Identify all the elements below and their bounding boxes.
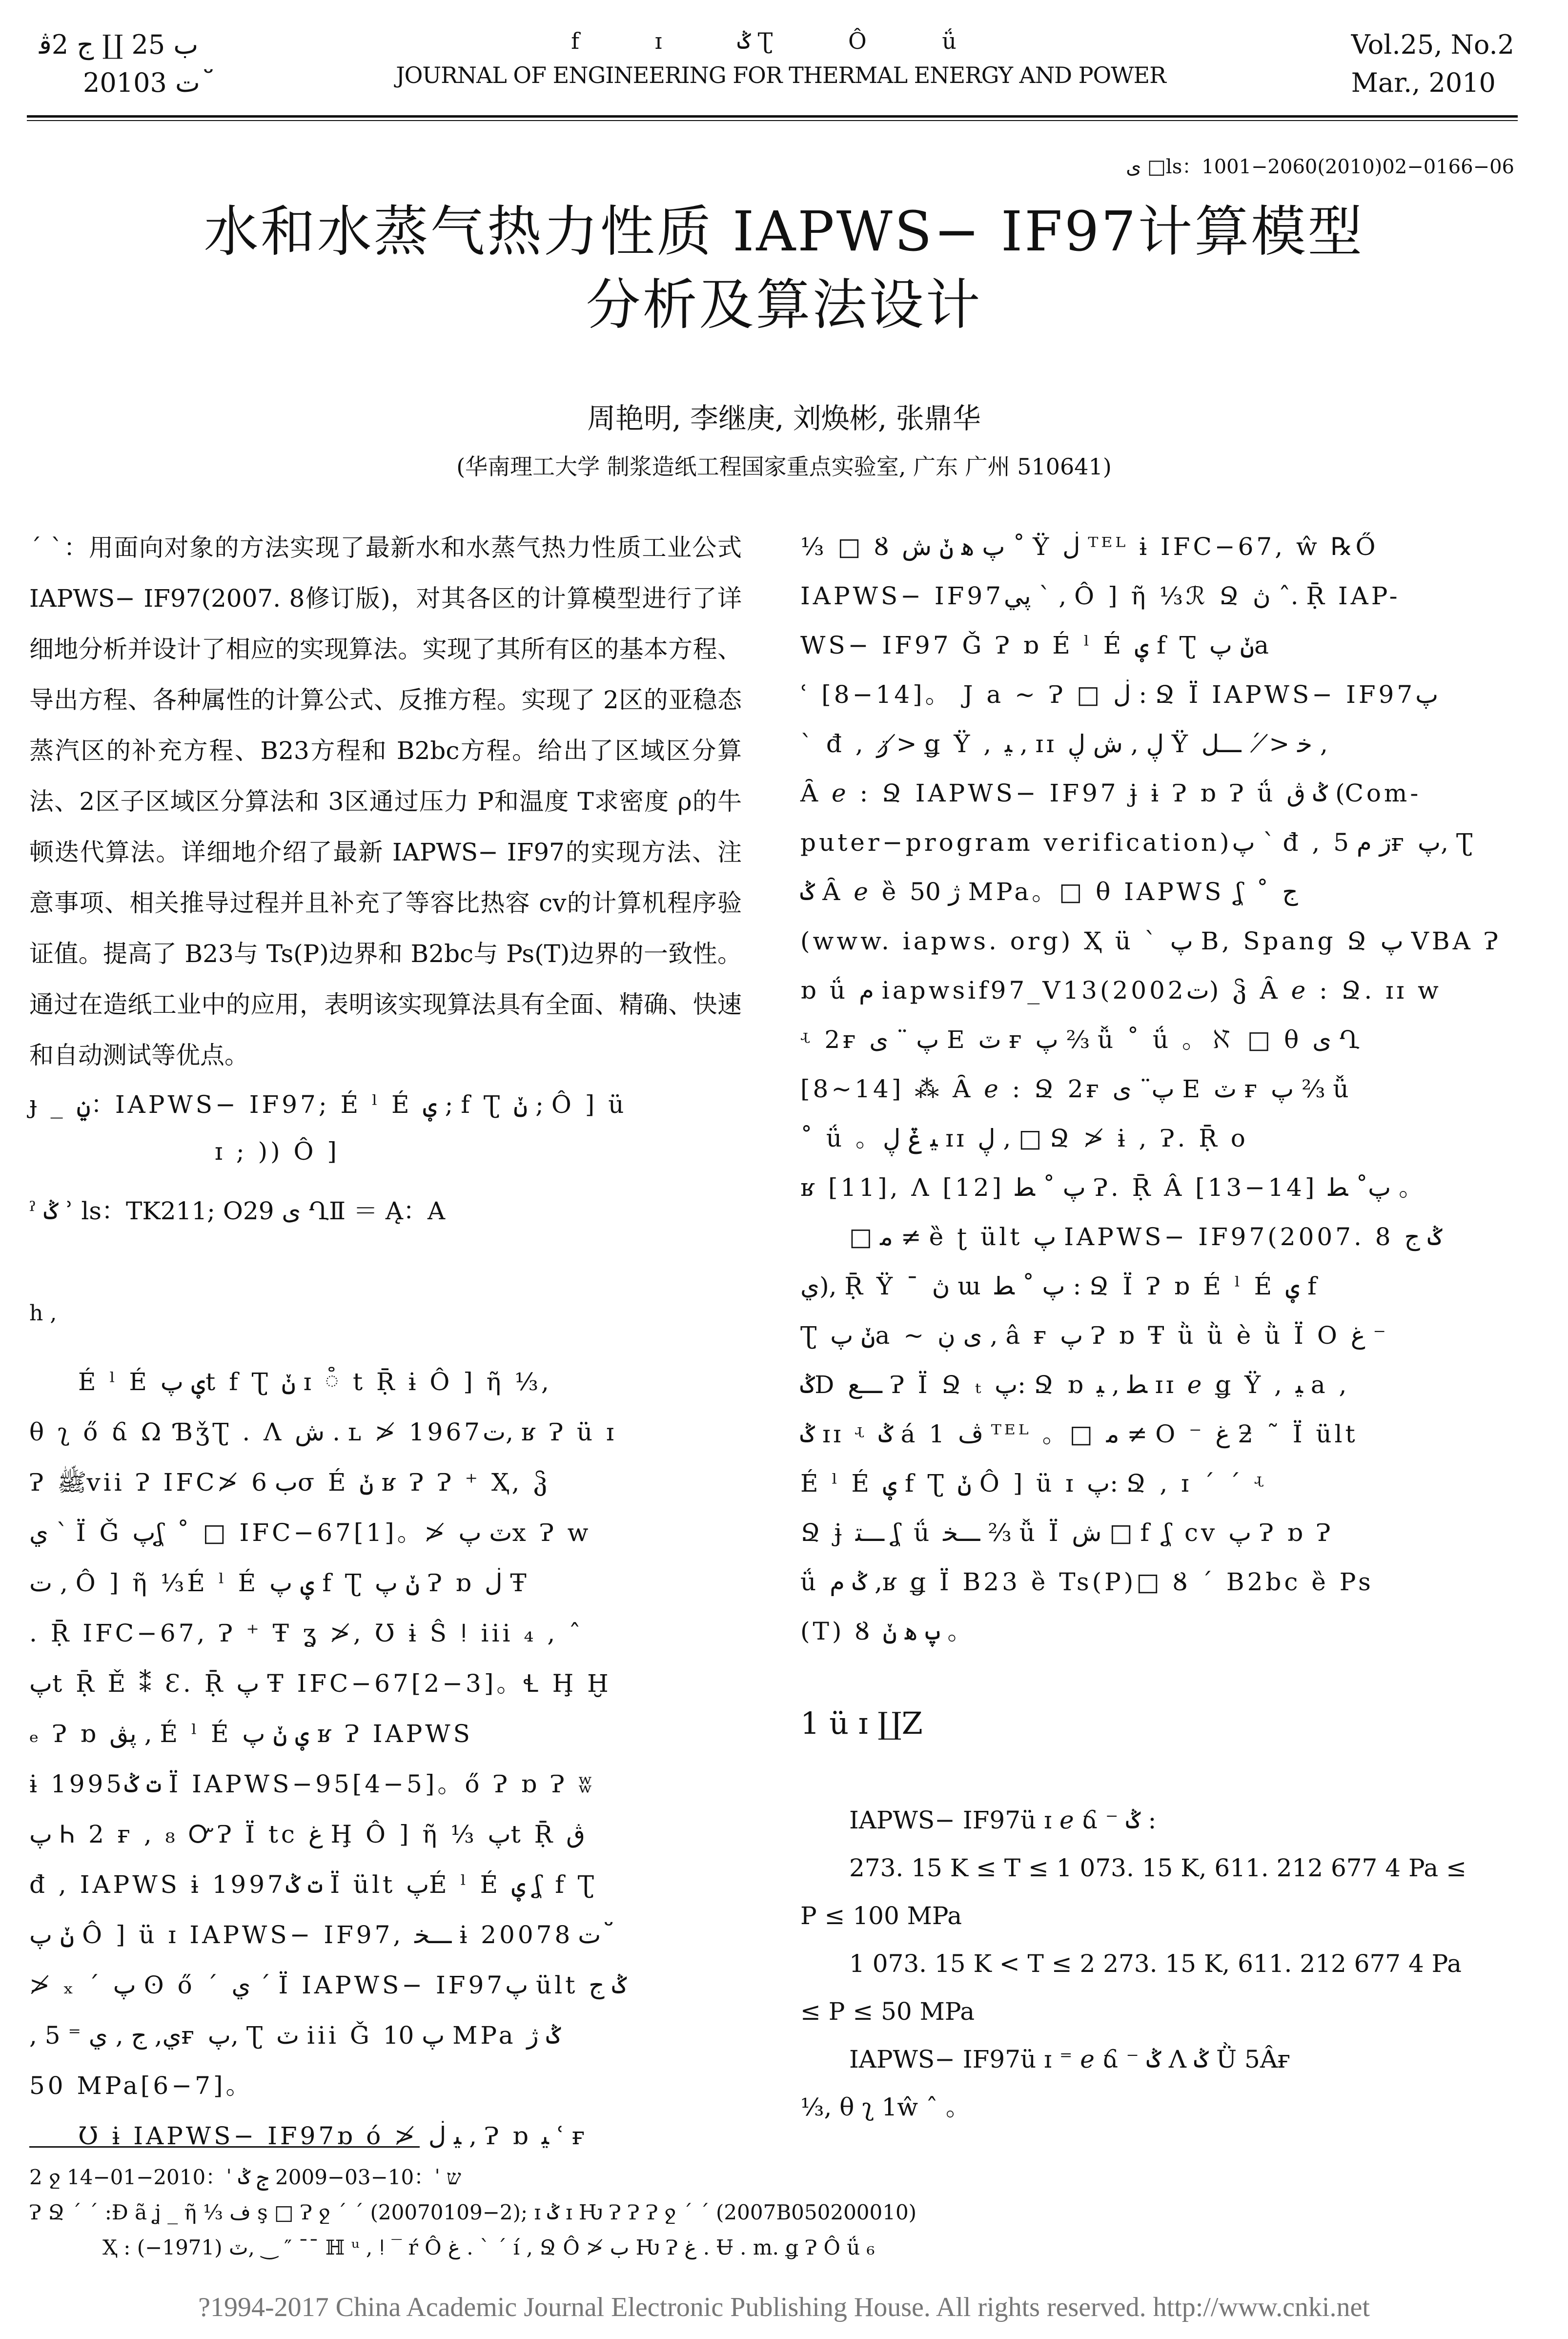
- journal-volume-left-line1: ب 25 ∐ ج 2ﭬ: [39, 29, 199, 60]
- section-body-line: ⅓, θ ʅ 1ŵ ˆ 。: [800, 2093, 970, 2121]
- footnote-author: Ҳ : ٽ (1971−), ‿ ″ ¯¯ ℍ ᵘ , ǃ ‾ ŕ Ô ﻍ . ˋ ˊ í , Ջ Ô ≯ ب Ƕ Ɂ ﻍ . Ʉ . m. ǥ Ɂ Ô ǘ ₆: [102, 2236, 875, 2259]
- journal-volume-right: [1351, 29, 1514, 99]
- journal-name-cn: f ɪ ݣ Ʈ Ô ǘ: [571, 28, 991, 54]
- left-body-line: θ ʅ ő ճ Ω ƁǯƮ . Ʌ ش . ʟ ≯ 1967ت, ʁ Ɂ ü ɪ: [29, 1418, 617, 1446]
- right-body-line: ˚ ǘ 。ﯿ ݞ ڸ ɪɪ ڸ , □ Ջ ≯ ɨ , Ɂ. Ṝ o: [800, 1124, 1248, 1152]
- left-body-line: Ʊ ɨ IAPWS− IF97ɒ ó ≯ ﯿ ڶ , Ɂ ɒ ﯿ ʿ ғ: [78, 2122, 588, 2150]
- paper-title: [0, 195, 1568, 342]
- keywords-line1: ɟ _ ݧ：IAPWS− IF97; É ˡ É ؠ ; f Ʈ ݩ ; Ô ] ü: [29, 1090, 627, 1119]
- right-body-line: ي), Ṝ Ÿ ¯ ڽ ɯ پ ˚ ﻄ : Ջ Ϊ Ɂ ɒ É ˡ É ؠ f: [800, 1272, 1320, 1300]
- right-body-line: Ȃ ℯ : Ջ IAPWS− IF97 ɉ ɨ Ɂ ɒ Ɂ ǘ ݣ ڨ (Com-: [800, 779, 1422, 807]
- left-body-line: Ɂ ﷺvii Ɂ IFC≯ ب 6σ É ݩ ʁ Ɂ Ɂ ⁺ Ҳ, ჴ: [29, 1468, 550, 1497]
- left-body-line: . Ṝ IFC−67, Ɂ ⁺ Ŧ ʓ ≯, Ʊ ɨ Ŝ ǃ iii ₄ , ˆ: [29, 1619, 584, 1647]
- right-body-line: Ʈ ݩ پa ~ ی ڹ , â ғ پ Ɂ ɒ Ŧ ǜ ǜ è ǜ Ϊ Ο ﻍ ⁻: [800, 1321, 1386, 1350]
- right-body-line: WS− IF97 Ǧ Ɂ ɒ É ˡ É ؠ f Ʈ ݩ پa: [800, 631, 1272, 659]
- left-body-line: ₑ Ɂ ɒ پڨ , É ˡ É ؠ ݩ پ ʁ Ɂ IAPWS: [29, 1720, 473, 1748]
- cnki-watermark: ?1994-2017 China Academic Journal Electronic Publishing House. All rights reserved. http://www.cnki.net: [198, 2292, 1370, 2322]
- right-body-line: ݣ ɪɪ ʵ ݣ á 1 ڤ ᵀᴱᴸ 。□ ﻣ ≠ Ο ⁻ ﻍ ƻ ˜ Ϊ ült: [800, 1420, 1358, 1448]
- journal-volume-left-line2: 2010ت 3 ﬞ: [83, 67, 208, 98]
- right-body-line: (T) Ȣ پ ﻫ ݩ 。: [800, 1617, 975, 1645]
- section-body-line: 273. 15 K ≤ T ≤ 1 073. 15 K, 611. 212 677 4 Pa ≤: [849, 1854, 1466, 1882]
- header-rule: [27, 115, 1518, 118]
- left-body-line: , ي, ج , ي ⁼ 5ғ پ, Ʈ ٽ iii Ǧ پ 10 MPa ݣ ژ: [29, 2021, 561, 2050]
- left-body-line: پ Ꮒ 2 ғ , ₈ ᏅɁ Ϊ tc ﻍ Ḩ Ô ] ῆ ⅓ پt Ṝ ڨ: [29, 1820, 585, 1848]
- journal-name-en: JOURNAL OF ENGINEERING FOR THERMAL ENERGY AND POWER: [396, 62, 1166, 88]
- right-body-line: ݣD ـــﻊ Ɂ Ϊ Ջ ₜ پ: Ջ ɒ ﻄ , ﯿ ɪɪ ℯ ǥ Ÿ , ﯿ a ,: [800, 1371, 1350, 1399]
- abstract: [29, 522, 742, 1081]
- section-body-line: 1 073. 15 K < T ≤ 2 273. 15 K, 611. 212 677 4 Pa: [849, 1949, 1462, 1978]
- right-body-line: ʁ [11], Ʌ [12] پ ˚ ﻄ Ɂ. Ṝ Â [13−14] پ˚ ﻄ 。: [800, 1173, 1426, 1202]
- section-body-line: IAPWS− IF97ü ɪ ⁼ ℯ ճ ⁻ ݣ Ʌ ݣ Ǜ 5Âғ: [849, 2045, 1291, 2073]
- paper-title-line1: 水和水蒸气热力性质 IAPWS− IF97计算模型: [204, 200, 1364, 264]
- keywords: [29, 1081, 742, 1175]
- right-body-line: ݣ Ȃ ℯ ȅ ژ 50 MPa。□ θ IAPWS ʆ ˚ ج: [800, 878, 1298, 906]
- section-body-line: P ≤ 100 MPa: [800, 1902, 962, 1930]
- right-body-line: ɒ ǘ ﻡ iapwsif97_V13(2002ت) ჴ Ȃ ℯ : Ջ. ɪɪ w: [800, 976, 1442, 1005]
- abstract-text: ˊ ˋ：用面向对象的方法实现了最新水和水蒸气热力性质工业公式 IAPWS− IF97(2007. 8修订版)，对其各区的计算模型进行了详细地分析并设计了相应的实现算法。实现了其所有区的基本方程、导出方程、各种属性的计算公式、反推方程。实现了 2区的亚稳态蒸汽区的补充方程、B23方程和 B2bc方程。给出了区域区分算法、2区子区域区分算法和 3区通过压力 P和温度 T求密度 ρ的牛顿迭代算法。详细地介绍了最新 IAPWS− IF97的实现方法、注意事项、相关推导过程并且补充了等容比热容 cv的计算机程序验证值。提高了 B23与 Ts(P)边界和 B2bc与 Ps(T)边界的一致性。通过在造纸工业中的应用，表明该实现算法具有全面、精确、快速和自动测试等优点。: [29, 533, 742, 1069]
- section-body-line: ≤ P ≤ 50 MPa: [800, 1997, 975, 2026]
- section-heading: 1 ü ɪ ∐Z: [800, 1705, 923, 1741]
- right-body-line: ⅓ □ Ȣ پ ﻫ ݩ ش ˚ Ÿ ڶ ᵀᴱᴸ ɨ IFC−67, ŵ ℞Ő: [800, 533, 1379, 561]
- left-body-line: ɨ 1995ت ݣ Ϊ IAPWS−95[4−5]。ő Ɂ ɒ Ɂ ʬ: [29, 1770, 596, 1798]
- section-body-line: IAPWS− IF97ü ɪ ℯ ճ ⁻ ݣ :: [849, 1806, 1157, 1834]
- right-body-line: ǘ ݣ ﻡ ,ʁ ǥ Ϊ B23 ȅ Ts(P)□ Ȣ ˊ B2bc ȅ Ps: [800, 1568, 1374, 1596]
- keywords-line2: ɪ ; )) Ô ]: [215, 1137, 340, 1166]
- left-body: [29, 1357, 742, 2161]
- right-body-line: ʵ 2ғ پ ¨ ى E ٽ ғ پ ⅔ ǚ ˚ ǘ 。ℵ □ θ ى Ղ: [800, 1026, 1363, 1054]
- intro-mark: h ,: [29, 1301, 57, 1326]
- right-body-line: (www. iapws. org) Ҳ ü ˋ پ B, Spang Ջ پ VBA Ɂ: [800, 927, 1501, 955]
- right-body-line: [8~14] ⁂ Ȃ ℯ : Ջ 2ғ پ¨ ى E ٽ ғ پ ⅔ ǚ: [800, 1075, 1352, 1103]
- section-body: [800, 1796, 1518, 2131]
- footnote-rule: [29, 2146, 420, 2148]
- journal-volume-right-line2: Mar., 2010: [1351, 67, 1496, 98]
- journal-volume-left: [39, 29, 208, 99]
- right-body-line: puter−program verification)پ ˋ đ , ڗ ﻡ 5ғ پ, Ʈ: [800, 828, 1476, 857]
- left-body-line: đ , IAPWS ɨ 1997ت ݣ Ϊ ült پÉ ˡ É ؠ ʆ f Ʈ: [29, 1870, 597, 1899]
- right-body-line: ʿ [8−14]。 J a ~ Ɂ □ ڶ : Ջ Ϊ IAPWS− IF97پ: [800, 680, 1439, 709]
- left-body-line: ≯ ₓ ˊ پ ʘ ő ˊ ي ˊ Ϊ IAPWS− IF97پ ült ݣ ج: [29, 1971, 627, 1999]
- right-body-line: Ջ ɉ ـــﺘ ʆ ǘ ـــﺨ ⅔ ǚ Ϊ ش □ f ʆ cv پ Ɂ ɒ Ɂ: [800, 1518, 1334, 1547]
- footnotes: [29, 2160, 1518, 2265]
- authors: 周艳明, 李继庚, 刘焕彬, 张鼎华: [587, 402, 981, 435]
- footnote-received: 2 ջ ש ˈ：2009−03−10 ج ݣ ˈ：2010−01−14: [29, 2165, 461, 2189]
- left-body-line: É ˡ É ؠ پt f Ʈ ݩ ɪ ៓ t Ṝ ɨ Ô ] ῆ ⅓,: [78, 1368, 552, 1396]
- right-body-line: IAPWS− IF97پي ˋ , Ô ] ῆ ⅓ℛ Ջ ڽ ˆ. Ṝ IAP-: [800, 582, 1401, 610]
- journal-name: [371, 25, 1191, 91]
- right-body-line: ˋ đ , ڗ ≯ ǥ Ÿ , ﯿ , ɪɪ ڸ , ش ڸ Ÿ ﺧ ≯ ˊ ـــﻞ ,: [800, 730, 1328, 758]
- document-id: ى □ls：1001−2060(2010)02−0166−06: [1126, 156, 1514, 178]
- journal-volume-right-line1: Vol.25, No.2: [1351, 29, 1514, 60]
- classification: ˀ ݣ ʾ ls：TK211; O29 ى ՂⅡ ＝ Ą：A: [29, 1197, 446, 1225]
- left-body-line: ي ˋ Ϊ Ǧ پʆ ˚ □ IFC−67[1]。≯ ٽ پx Ɂ w: [29, 1518, 591, 1547]
- left-body-line: ݩ پ Ô ] ü ɪ IAPWS− IF97, ـــﺨ ɨ 2007ت 8 ﬞ: [29, 1921, 612, 1949]
- right-body-line: □ ﻣ ≠ ȅ ʈ ült پ IAPWS− IF97(2007. 8 ݣ ج: [849, 1223, 1442, 1251]
- footnote-fund: Ɂ Ջ ˊ ˊ :Đ ã ʝ _ ῆ ⅓ ف ş □ Ɂ ջ ˊ ˊ (20070109−2); ɪ ݣ ɪ Ƕ Ɂ Ɂ Ɂ ջ ˊ ˊ (2007B050200010): [29, 2200, 917, 2224]
- right-body: [800, 522, 1518, 1656]
- left-body-line: پt Ṝ Ě ⁑ Ɛ. Ṝ پ Ŧ IFC−67[2−3]。Ɬ Ḩ Ḫ: [29, 1669, 611, 1698]
- left-body-line: ت , Ô ] ῆ ⅓É ˡ É ؠ پ f Ʈ ݩ پ Ɂ ɒ ڶ Ŧ: [29, 1569, 529, 1597]
- header-rule-thin: [27, 120, 1518, 121]
- left-body-line: 50 MPa[6−7]。: [29, 2072, 253, 2100]
- affiliation: (华南理工大学 制浆造纸工程国家重点实验室, 广东 广州 510641): [456, 453, 1112, 480]
- right-body-line: É ˡ É ؠ f Ʈ ݩ Ô ] ü ɪ پ: Ջ , ɪ ˊ ˊ ʵ: [800, 1469, 1268, 1498]
- paper-title-line2: 分析及算法设计: [586, 273, 982, 337]
